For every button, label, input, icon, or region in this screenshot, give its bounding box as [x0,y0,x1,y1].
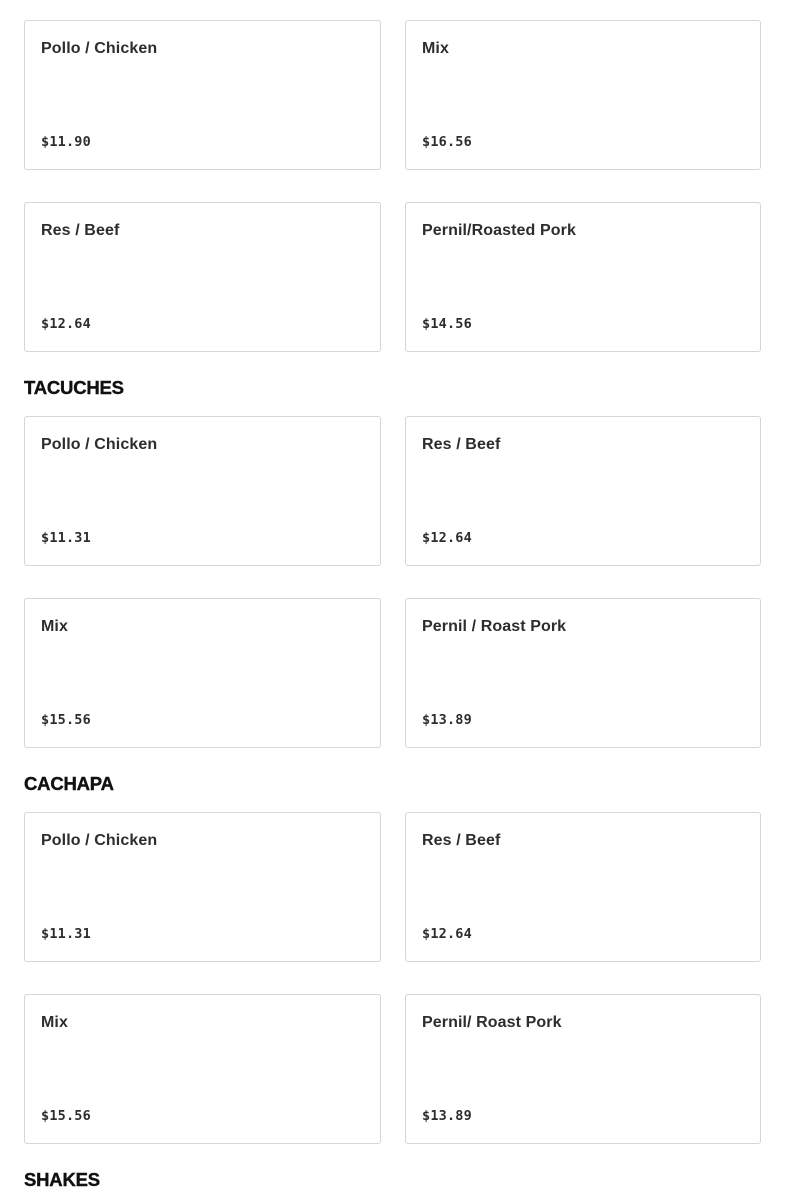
menu-item-card[interactable] [405,598,761,748]
item-name: Res / Beef [41,222,120,239]
menu-item-card[interactable] [24,416,381,566]
menu-grid [24,812,761,1144]
menu-grid [24,416,761,748]
item-price: $12.64 [422,530,472,546]
menu-list [24,20,761,1190]
item-name: Pollo / Chicken [41,40,158,57]
item-name: Res / Beef [422,436,501,453]
section-title-shakes: SHAKES [24,1169,100,1190]
menu-item-card[interactable] [405,202,761,352]
menu-item-card[interactable] [24,202,381,352]
menu-item-card[interactable] [24,812,381,962]
item-name: Pernil / Roast Pork [422,618,567,635]
menu-item-card[interactable] [24,20,381,170]
menu-item-card[interactable] [405,20,761,170]
item-price: $12.64 [422,926,472,942]
item-price: $11.31 [41,926,91,942]
item-price: $13.89 [422,1108,472,1124]
item-name: Pernil/ Roast Pork [422,1014,562,1031]
item-name: Pollo / Chicken [41,832,158,849]
item-price: $12.64 [41,316,91,332]
item-price: $15.56 [41,1108,91,1124]
item-name: Pernil/Roasted Pork [422,222,576,239]
item-name: Mix [422,40,449,57]
section-title-cachapa: CACHAPA [24,773,114,794]
item-price: $15.56 [41,712,91,728]
section-title-tacuches: TACUCHES [24,377,124,398]
item-price: $11.90 [41,134,91,150]
menu-item-card[interactable] [24,598,381,748]
item-price: $14.56 [422,316,472,332]
item-price: $16.56 [422,134,472,150]
menu-item-card[interactable] [405,994,761,1144]
menu-item-card[interactable] [405,812,761,962]
item-name: Res / Beef [422,832,501,849]
item-name: Mix [41,618,68,635]
item-price: $11.31 [41,530,91,546]
item-name: Mix [41,1014,68,1031]
item-price: $13.89 [422,712,472,728]
menu-grid [24,20,761,352]
menu-item-card[interactable] [24,994,381,1144]
menu-item-card[interactable] [405,416,761,566]
item-name: Pollo / Chicken [41,436,158,453]
